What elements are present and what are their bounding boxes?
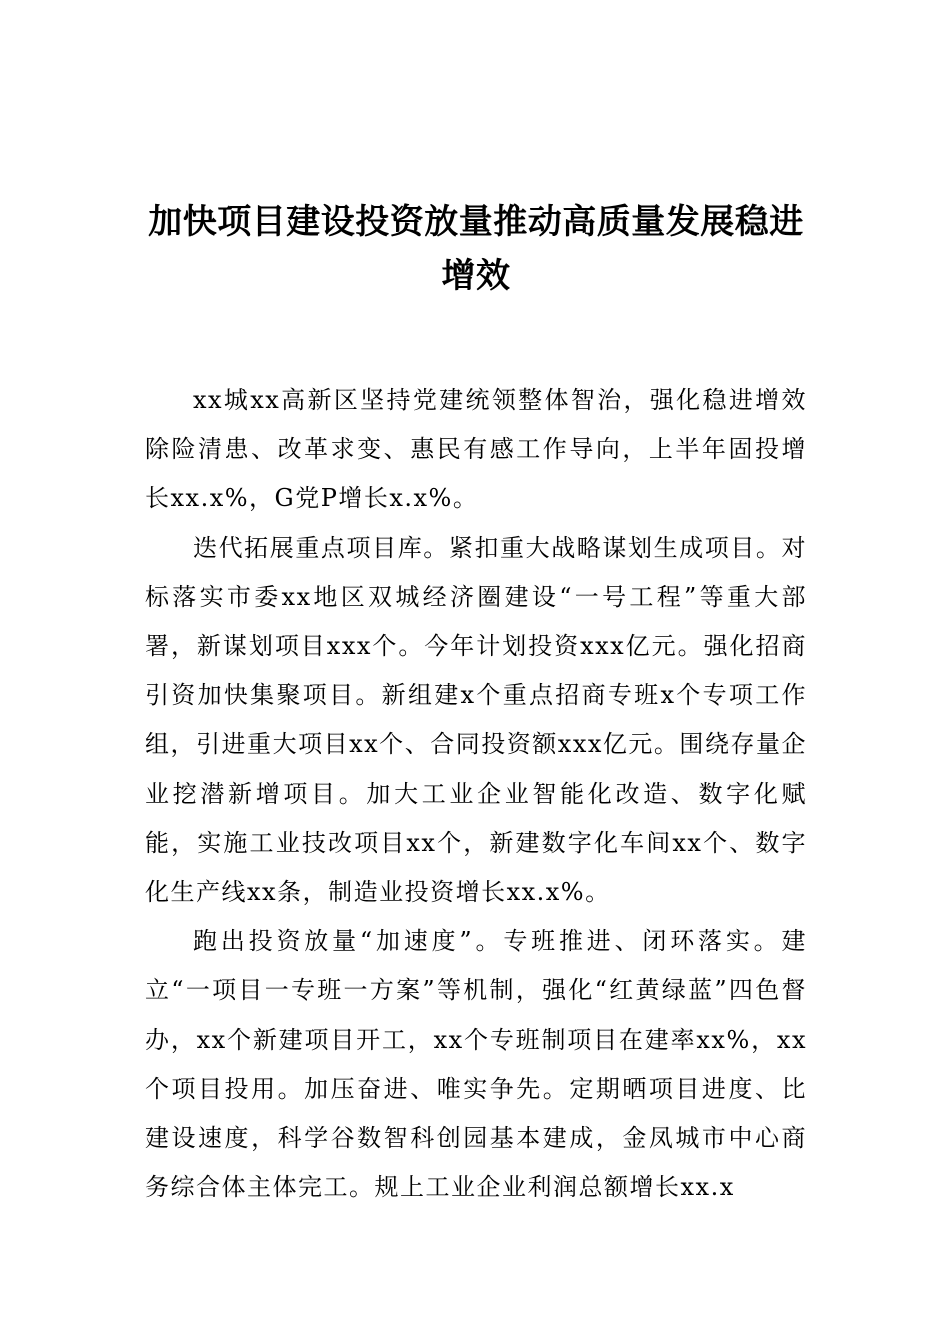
paragraph-project-library: 迭代拓展重点项目库。紧扣重大战略谋划生成项目。对标落实市委xx地区双城经济圈建设“一号工程”等重大部署，新谋划项目xxx个。今年计划投资xxx亿元。强化招商引资加快集聚项目。新组建x个重点招商专班x个专项工作组，引进重大项目xx个、合同投资额xxx亿元。围绕存量企业挖潜新增项目。加大工业企业智能化改造、数字化赋能，实施工业技改项目xx个，新建数字化车间xx个、数字化生产线xx条，制造业投资增长xx.x%。 xyxy=(145,533,807,907)
document-body xyxy=(145,376,807,1212)
document-title: 加快项目建设投资放量推动高质量发展稳进增效 xyxy=(148,202,804,296)
paragraph-investment-acceleration: 跑出投资放量“加速度”。专班推进、闭环落实。建立“一项目一专班一方案”等机制，强化“红黄绿蓝”四色督办，xx个新建项目开工，xx个专班制项目在建率xx%，xx个项目投用。加压奋进、唯实争先。定期晒项目进度、比建设速度，科学谷数智科创园基本建成，金凤城市中心商务综合体主体完工。规上工业企业利润总额增长xx.x xyxy=(145,927,807,1202)
paragraph-intro: xx城xx高新区坚持党建统领整体智治，强化稳进增效除险清患、改革求变、惠民有感工作导向，上半年固投增长xx.x%，G党P增长x.x%。 xyxy=(145,386,807,513)
